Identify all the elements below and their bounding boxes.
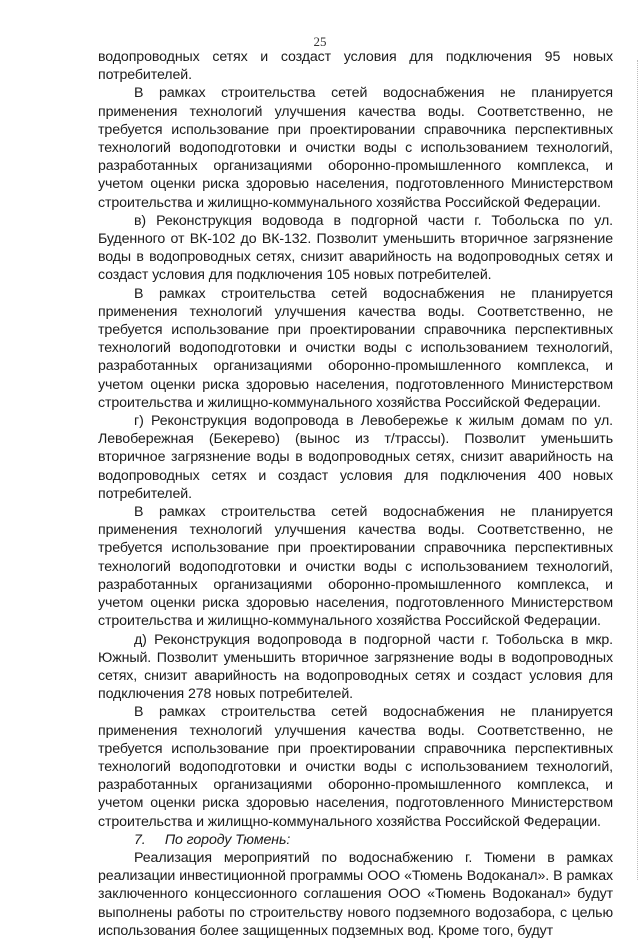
- page-number: 25: [313, 34, 327, 49]
- paragraph-item-g: г) Реконструкция водопровода в Левобережье к жилым домам по ул. Левобережная (Бекерево) (вынос из т/трассы). Позволит уменьшить вторичное загрязнение воды в водопроводных сетях, снизит аварийность на водопроводных сетях и создаст условия для подключения 400 новых потребителей.: [98, 413, 613, 502]
- paragraph-tyumen-investment: Реализация мероприятий по водоснабжению г. Тюмени в рамках реализации инвестиционной программы ООО «Тюмень Водоканал». В рамках заключенного концессионного соглашения ООО «Тюмень Водоканал» будут выполнены работы по строительству нового подземного водозабора, с целью использования более защищенных подземных вод. Кроме того, будут: [98, 849, 613, 939]
- paragraph-water-quality-note: В рамках строительства сетей водоснабжения не планируется применения технологий улучшения качества воды. Соответственно, не требуется использование при проектировании справочника перспективных технологий водоподготовки и очистки воды с использованием технологий, разработанных организациями оборонно-промышленного комплекса, и учетом оценки риска здоровью населения, подготовленного Министерством строительства и жилищно-коммунального хозяйства Российской Федерации.: [98, 704, 613, 830]
- paragraph-water-quality-note: В рамках строительства сетей водоснабжения не планируется применения технологий улучшения качества воды. Соответственно, не требуется использование при проектировании справочника перспективных технологий водоподготовки и очистки воды с использованием технологий, разработанных организациями оборонно-промышленного комплекса, и учетом оценки риска здоровью населения, подготовленного Министерством строительства и жилищно-коммунального хозяйства Российской Федерации.: [98, 285, 613, 411]
- section-heading-tyumen: 7. По городу Тюмень:: [134, 831, 291, 848]
- paragraph-continuation: водопроводных сетях и создаст условия для подключения 95 новых потребителей.: [98, 49, 613, 84]
- document-body: [98, 48, 613, 940]
- paragraph-item-d: д) Реконструкция водопровода в подгорной части г. Тобольска в мкр. Южный. Позволит уменьшить вторичное загрязнение воды в водопроводных сетях, снизит аварийность на водопроводных сетях и создаст условия для подключения 278 новых потребителей.: [98, 631, 613, 703]
- scan-edge-artifact: [636, 60, 638, 880]
- paragraph-item-v: в) Реконструкция водовода в подгорной части г. Тобольска по ул. Буденного от ВК-102 до ВК-132. Позволит уменьшить вторичное загрязнение воды в водопроводных сетях, снизит аварийность на водопроводных сетях и создаст условия для подключения 105 новых потребителей.: [98, 212, 613, 284]
- paragraph-water-quality-note: В рамках строительства сетей водоснабжения не планируется применения технологий улучшения качества воды. Соответственно, не требуется использование при проектировании справочника перспективных технологий водоподготовки и очистки воды с использованием технологий, разработанных организациями оборонно-промышленного комплекса, и учетом оценки риска здоровью населения, подготовленного Министерством строительства и жилищно-коммунального хозяйства Российской Федерации.: [98, 504, 613, 630]
- paragraph-water-quality-note: В рамках строительства сетей водоснабжения не планируется применения технологий улучшения качества воды. Соответственно, не требуется использование при проектировании справочника перспективных технологий водоподготовки и очистки воды с использованием технологий, разработанных организациями оборонно-промышленного комплекса, и учетом оценки риска здоровью населения, подготовленного Министерством строительства и жилищно-коммунального хозяйства Российской Федерации.: [98, 85, 613, 211]
